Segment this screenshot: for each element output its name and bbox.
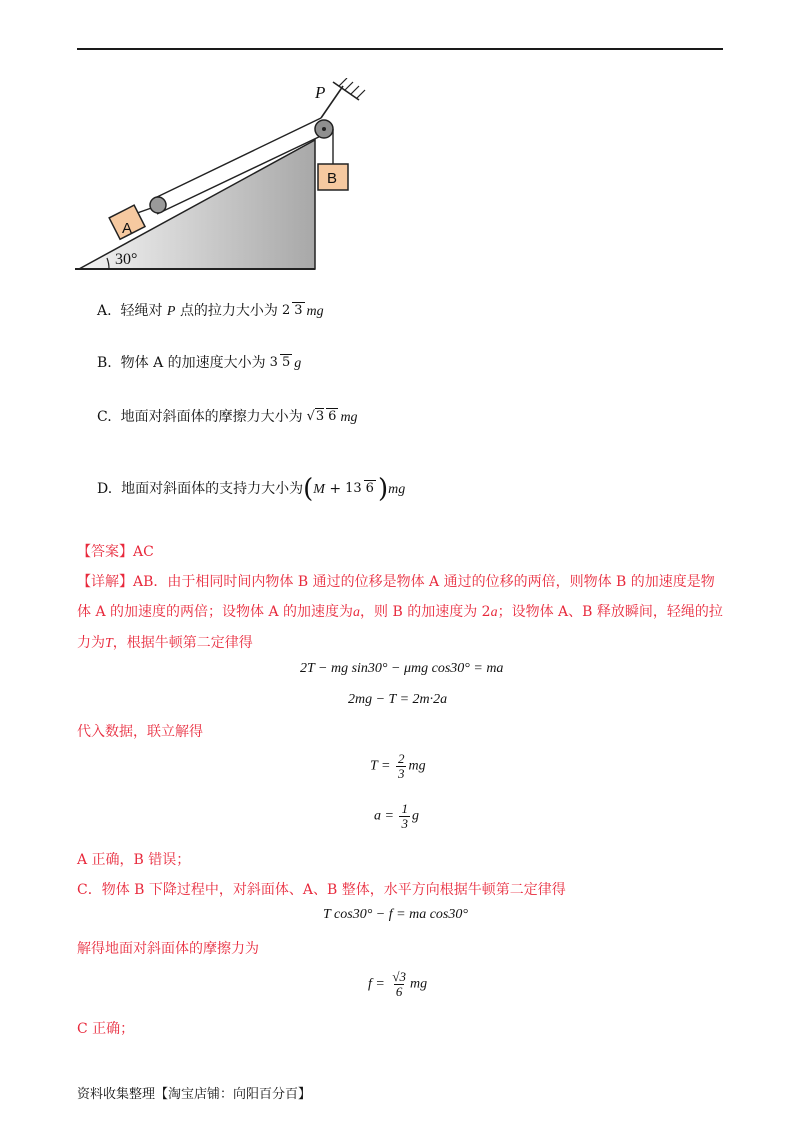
equation-3-num: 2 <box>397 751 405 766</box>
option-a-text: 轻绳对 <box>120 303 163 319</box>
label-a: A <box>122 220 133 237</box>
detail-p1-e: ，根据牛顿第二定律得 <box>112 635 253 651</box>
incline-wedge <box>79 140 315 269</box>
equation-4-den: 3 <box>401 816 408 831</box>
equation-6-fraction <box>390 970 408 999</box>
equation-5: T cos30° − f = ma cos30° <box>323 907 468 922</box>
equation-6-lhs: f = <box>368 976 385 992</box>
option-a-fraction <box>280 304 305 318</box>
option-b-tail: g <box>294 356 302 371</box>
option-b-den: 5 <box>281 355 291 370</box>
movable-pulley <box>150 197 166 213</box>
option-c-fraction <box>305 410 339 424</box>
option-d-prefix: D. <box>97 481 113 497</box>
equation-4-lhs: a = <box>374 808 394 824</box>
equation-3-tail: mg <box>408 758 426 774</box>
option-c <box>97 406 358 426</box>
option-d-text: 地面对斜面体的支持力大小为 <box>121 481 304 497</box>
equation-4 <box>374 802 419 831</box>
equation-3-lhs: T = <box>370 758 391 774</box>
option-a-num: 2 <box>281 303 291 318</box>
option-d-plus: + <box>329 481 342 497</box>
equation-4-tail: g <box>411 808 419 824</box>
equation-6 <box>368 970 427 999</box>
option-d-fraction <box>343 482 376 496</box>
option-a <box>97 300 324 320</box>
option-b-fraction <box>268 356 293 370</box>
detail-p1-d: ；设物体 A、B 释放瞬间，轻绳的拉力为 <box>77 604 723 651</box>
equation-4-fraction <box>399 802 410 831</box>
ceiling-line <box>333 82 359 100</box>
option-d-rparen: ) <box>377 474 389 504</box>
option-d-m: M <box>313 482 325 497</box>
detail-tag: 【详解】 <box>77 574 133 590</box>
option-b-text: 物体 A 的加速度大小为 <box>120 355 266 371</box>
equation-2: 2mg − T = 2m·2a <box>348 692 448 707</box>
option-a-text2: 点的拉力大小为 <box>179 303 278 319</box>
answer-line <box>77 541 154 561</box>
option-c-prefix: C. <box>97 409 112 425</box>
option-c-num: √3 <box>306 409 325 424</box>
pulley-axle <box>322 127 326 131</box>
option-d-tail: mg <box>388 482 406 497</box>
option-d-num: 13 <box>345 481 362 496</box>
equation-1: 2T − mg sin30° − μmg cos30° = ma <box>300 661 504 676</box>
detail-paragraph-1 <box>77 567 727 659</box>
answer-tag: 【答案】 <box>77 544 133 560</box>
detail-p1: AB．由于相同时间内物体 B 通过的位移是物体 A 通过的位移的两倍，则物体 B 的加速度是物体 A 的加速度的两倍；设物体 A 的加速度为 <box>77 574 715 620</box>
option-a-prefix: A. <box>97 303 112 319</box>
detail-paragraph-3: A 正确，B 错误； <box>77 852 191 868</box>
option-b <box>97 352 301 372</box>
equation-3-den: 3 <box>397 766 405 781</box>
incline-diagram <box>75 78 375 276</box>
option-b-prefix: B. <box>97 355 112 371</box>
detail-var-a: a <box>353 605 361 620</box>
option-c-radicand: 3 <box>315 409 325 424</box>
detail-paragraph-6: C 正确； <box>77 1021 135 1037</box>
option-a-den: 3 <box>294 303 303 318</box>
detail-p1-b: ，则 B 的加速度为 2 <box>360 604 491 620</box>
equation-3 <box>370 752 426 781</box>
option-c-text: 地面对斜面体的摩擦力大小为 <box>120 409 303 425</box>
option-d-lparen: ( <box>303 474 314 504</box>
label-angle: 30° <box>115 251 138 268</box>
detail-paragraph-2: 代入数据，联立解得 <box>77 724 203 740</box>
option-d <box>97 476 405 502</box>
equation-3-fraction <box>396 752 407 781</box>
detail-var-t: T <box>105 636 113 651</box>
label-b: B <box>327 170 338 187</box>
answer-value: AC <box>133 544 154 560</box>
option-c-tail: mg <box>340 410 358 425</box>
option-b-num: 3 <box>269 355 278 370</box>
equation-4-num: 1 <box>401 801 408 816</box>
equation-6-tail: mg <box>409 976 428 992</box>
detail-paragraph-5: 解得地面对斜面体的摩擦力为 <box>77 941 259 957</box>
equation-6-num: √3 <box>392 969 406 984</box>
equation-6-den: 6 <box>395 984 403 999</box>
header-rule <box>77 48 723 50</box>
option-a-tail: mg <box>306 304 324 319</box>
footer-source: 资料收集整理【淘宝店铺：向阳百分百】 <box>77 1087 312 1102</box>
label-p: P <box>315 83 326 102</box>
option-c-den: 6 <box>328 409 337 424</box>
option-a-var: P <box>166 304 176 319</box>
detail-paragraph-4: C．物体 B 下降过程中，对斜面体、A、B 整体，水平方向根据牛顿第二定律得 <box>77 882 566 898</box>
option-d-den: 6 <box>365 481 374 496</box>
detail-var-2a: a <box>490 605 498 620</box>
